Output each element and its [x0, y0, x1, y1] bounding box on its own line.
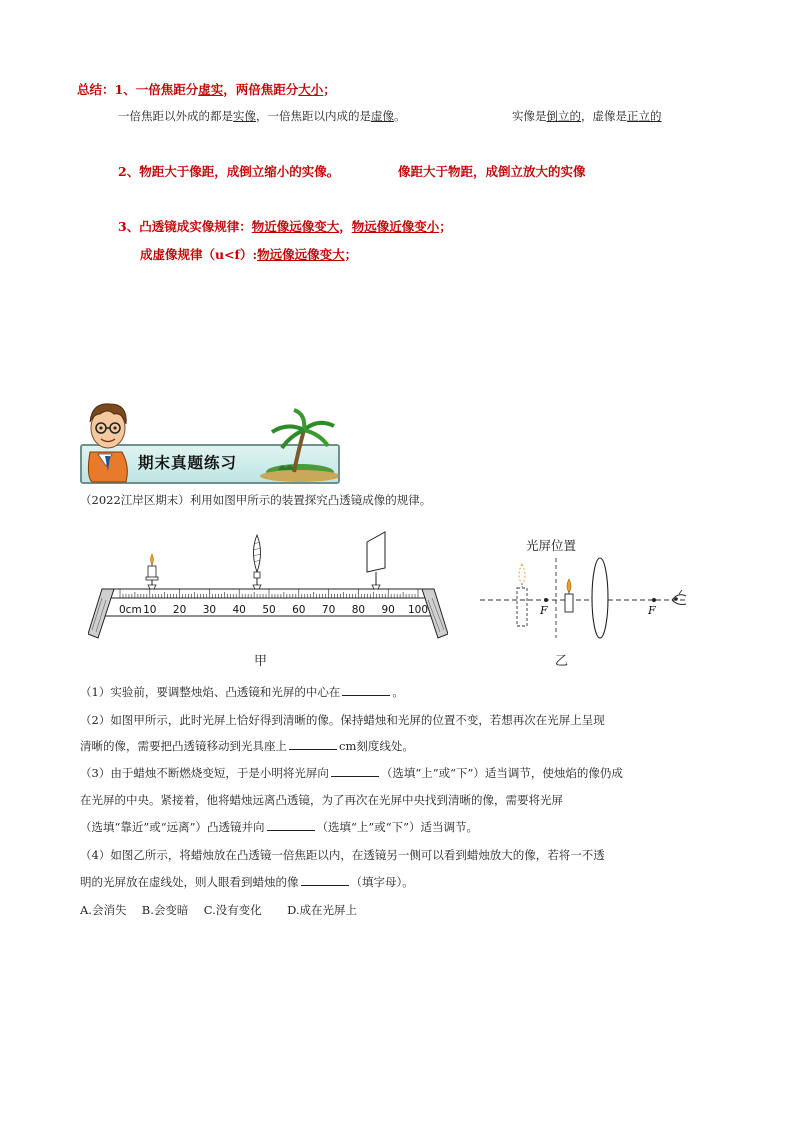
- summary-line-3a: 2、物距大于像距，成倒立缩小的实像。: [118, 164, 340, 179]
- answer-blank-1[interactable]: [342, 684, 390, 696]
- screen-position-label: 光屏位置: [526, 538, 577, 553]
- bench-tick-label: 20: [172, 604, 187, 616]
- focus-label-left: F: [540, 604, 548, 617]
- option-a: A.会消失: [80, 903, 127, 917]
- section-title: 期末真题练习: [138, 454, 238, 472]
- summary-line-4: 3、凸透镜成实像规律：物近像远像变大，物远像近像变小；: [118, 219, 452, 234]
- light-screen: [367, 532, 385, 589]
- candle-object: [565, 579, 573, 612]
- question-2-line-1: （2）如图甲所示，此时光屏上恰好得到清晰的像。保持蜡烛和光屏的位置不变，若想再次在光屏上呈现: [80, 713, 605, 727]
- summary-line-2: 一倍焦距以外成的都是实像，一倍焦距以内成的是虚像。: [118, 109, 406, 123]
- eye-icon: [672, 590, 686, 605]
- bench-tick-label: 30: [202, 604, 217, 616]
- bench-tick-label: 80: [351, 604, 366, 616]
- answer-blank-3[interactable]: [331, 765, 379, 777]
- question-2-line-2: 清晰的像，需要把凸透镜移动到光具座上 cm刻度线处。: [80, 739, 414, 753]
- bench-tick-label: 50: [262, 604, 276, 616]
- bench-tick-label: 70: [321, 604, 336, 616]
- summary-line-3b: 像距大于物距，成倒立放大的实像: [398, 164, 586, 179]
- bench-tick-label: 90: [381, 604, 395, 616]
- figure-jia: [88, 530, 448, 648]
- figure-jia-caption: 甲: [254, 654, 268, 669]
- bench-tick-label: 100: [407, 604, 429, 616]
- teacher-illustration: [88, 404, 127, 482]
- answer-blank-2[interactable]: [289, 738, 337, 750]
- answer-blank-4[interactable]: [267, 819, 315, 831]
- virtual-image-candle: [517, 564, 527, 626]
- palm-tree-illustration: [260, 410, 338, 482]
- bench-tick-label: 10: [143, 604, 157, 616]
- answer-blank-5[interactable]: [301, 874, 349, 886]
- summary-line-1: 总结：1、一倍焦距分虚实，两倍焦距分大小；: [77, 82, 336, 97]
- option-c: C.没有变化: [203, 903, 262, 917]
- focus-label-right: F: [648, 604, 656, 617]
- figure-yi-caption: 乙: [555, 654, 569, 669]
- question-4-line-2: 明的光屏放在虚线处，则人眼看到蜡烛的像 （填字母）。: [80, 875, 414, 889]
- question-1: （1）实验前，要调整烛焰、凸透镜和光屏的中心在 。: [80, 685, 404, 699]
- bench-label-0cm: 0cm: [119, 604, 142, 616]
- bench-tick-label: 40: [232, 604, 246, 616]
- convex-lens: [253, 535, 261, 589]
- figure-yi: [476, 534, 696, 644]
- summary-lead: 总结：: [77, 82, 115, 97]
- summary-line-5: 成虚像规律（u<f）:物远像远像变大；: [140, 247, 358, 262]
- focus-point-right: [652, 598, 656, 602]
- answer-options: [80, 902, 357, 918]
- focus-point-left: [544, 598, 548, 602]
- option-b: B.会变暗: [141, 903, 189, 917]
- question-3-line-2: 在光屏的中央。紧接着，他将蜡烛远离凸透镜，为了再次在光屏中央找到清晰的像，需要将光屏: [80, 793, 563, 807]
- summary-line-2b: 实像是倒立的，虚像是正立的: [512, 109, 662, 123]
- question-4-line-1: （4）如图乙所示，将蜡烛放在凸透镜一倍焦距以内，在透镜另一侧可以看到蜡烛放大的像，若将一不透: [80, 848, 605, 862]
- option-d: D.成在光屏上: [287, 903, 358, 917]
- question-3-line-1: （3）由于蜡烛不断燃烧变短，于是小明将光屏向 （选填“上”或“下”）适当调节，使烛焰的像仍成: [80, 766, 623, 780]
- convex-lens-yi: [592, 558, 608, 638]
- candle: [146, 554, 158, 589]
- question-3-line-3: （选填“靠近”或“远离”）凸透镜并向 （选填“上”或“下”）适当调节。: [80, 820, 479, 834]
- bench-tick-label: 60: [292, 604, 306, 616]
- problem-intro: （2022江岸区期末）利用如图甲所示的装置探究凸透镜成像的规律。: [80, 493, 432, 507]
